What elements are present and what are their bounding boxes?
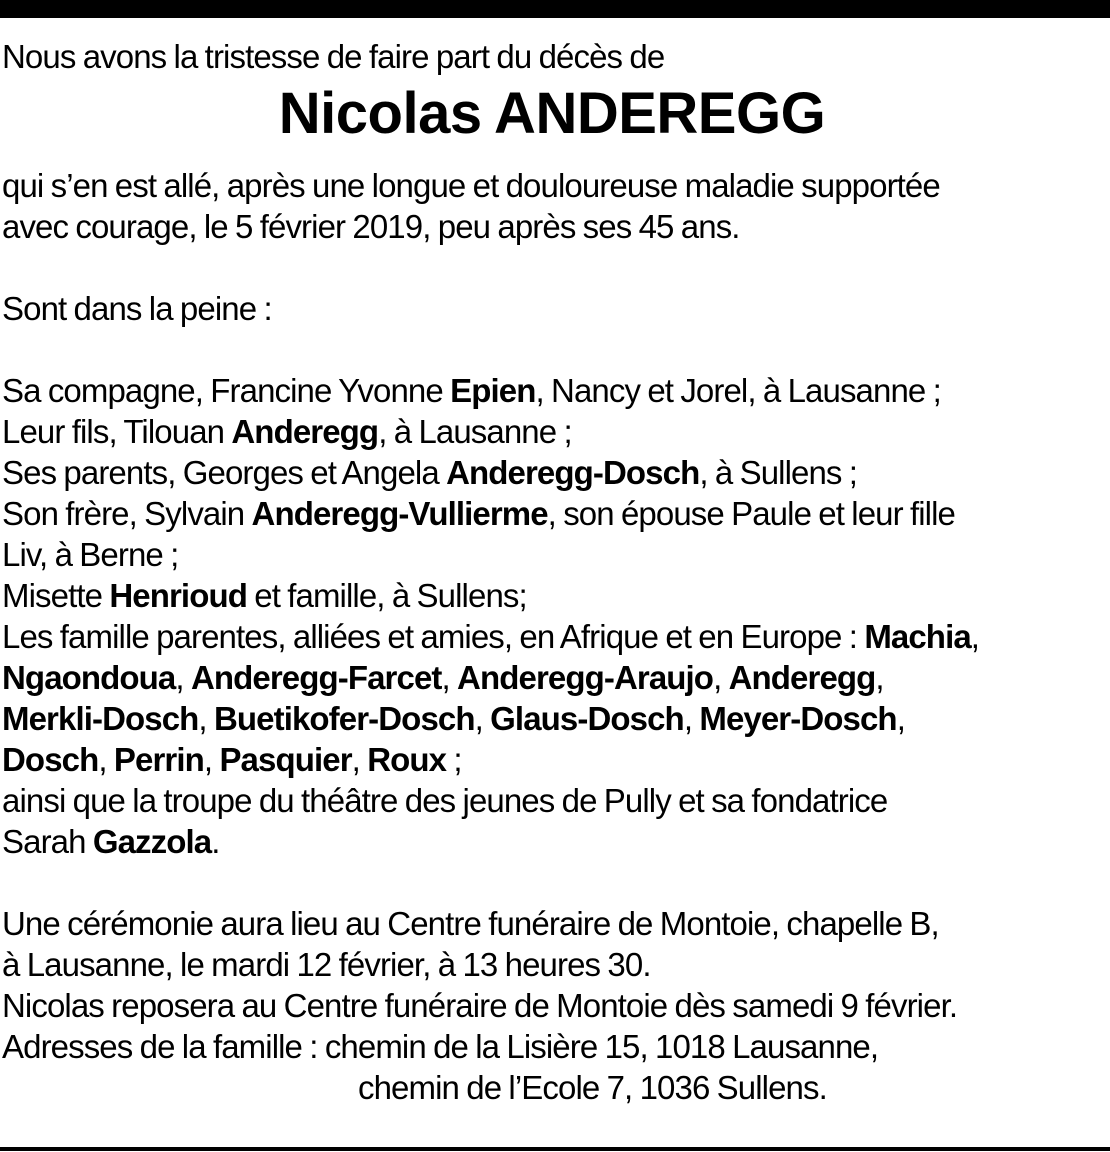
family-name: Meyer-Dosch	[699, 700, 897, 737]
family-name: Merkli-Dosch	[2, 700, 199, 737]
mourner-line: Sa compagne, Francine Yvonne Epien, Nancy et Jorel, à Lausanne ;	[2, 372, 941, 409]
mourner-line: Les famille parentes, alliées et amies, en Afrique et en Europe : Machia,	[2, 618, 980, 655]
death-notice	[2, 36, 1102, 1108]
spacer	[2, 329, 1102, 370]
intro-text: Nous avons la tristesse de faire part du décès de	[2, 38, 665, 75]
family-name: Anderegg	[728, 659, 876, 696]
spacer	[2, 862, 1102, 903]
family-name: Perrin	[113, 741, 204, 778]
family-name: Epien	[450, 372, 536, 409]
family-name: Ngaondoua	[2, 659, 176, 696]
ceremony-line: à Lausanne, le mardi 12 février, à 13 heures 30.	[2, 946, 651, 983]
mourner-line: Misette Henrioud et famille, à Sullens;	[2, 577, 527, 614]
mourner-line: Son frère, Sylvain Anderegg-Vullierme, son épouse Paule et leur fille	[2, 495, 955, 532]
deceased-name: Nicolas ANDEREGG	[278, 81, 826, 146]
family-name: Buetikofer-Dosch	[213, 700, 475, 737]
family-name: Gazzola	[92, 823, 212, 860]
family-name: Anderegg-Vullierme	[251, 495, 548, 532]
spacer	[2, 247, 1102, 288]
family-name: Dosch	[2, 741, 99, 778]
ceremony-line: Nicolas reposera au Centre funéraire de Montoie dès samedi 9 février.	[2, 987, 958, 1024]
family-name: Glaus-Dosch	[490, 700, 684, 737]
top-rule	[0, 0, 1110, 18]
mourner-line: Ses parents, Georges et Angela Anderegg-Dosch, à Sullens ;	[2, 454, 858, 491]
family-name: Roux	[367, 741, 447, 778]
family-name: Anderegg	[231, 413, 379, 450]
mourner-line: Liv, à Berne ;	[2, 536, 179, 573]
family-name: Henrioud	[109, 577, 247, 614]
family-names-line: Merkli-Dosch, Buetikofer-Dosch, Glaus-Dosch, Meyer-Dosch,	[2, 700, 905, 737]
family-name: Anderegg-Dosch	[446, 454, 700, 491]
family-name: Anderegg-Araujo	[457, 659, 714, 696]
mourner-line: Leur fils, Tilouan Anderegg, à Lausanne ;	[2, 413, 572, 450]
mourners-heading: Sont dans la peine :	[2, 290, 272, 327]
bottom-rule	[0, 1147, 1110, 1151]
family-names-line: Dosch, Perrin, Pasquier, Roux ;	[2, 741, 462, 778]
family-address-line: chemin de l’Ecole 7, 1036 Sullens.	[358, 1069, 827, 1106]
family-address-line: Adresses de la famille : chemin de la Lisière 15, 1018 Lausanne,	[2, 1028, 879, 1065]
ceremony-line: Une cérémonie aura lieu au Centre funéraire de Montoie, chapelle B,	[2, 905, 939, 942]
family-names-line: Ngaondoua, Anderegg-Farcet, Anderegg-Araujo, Anderegg,	[2, 659, 884, 696]
family-name: Machia	[864, 618, 971, 655]
family-name: Pasquier	[219, 741, 352, 778]
mourner-line: ainsi que la troupe du théâtre des jeunes de Pully et sa fondatrice	[2, 782, 888, 819]
death-line-1: qui s’en est allé, après une longue et douloureuse maladie supportée	[2, 167, 940, 204]
mourner-line: Sarah Gazzola.	[2, 823, 220, 860]
death-line-2: avec courage, le 5 février 2019, peu après ses 45 ans.	[2, 208, 740, 245]
family-name: Anderegg-Farcet	[190, 659, 442, 696]
